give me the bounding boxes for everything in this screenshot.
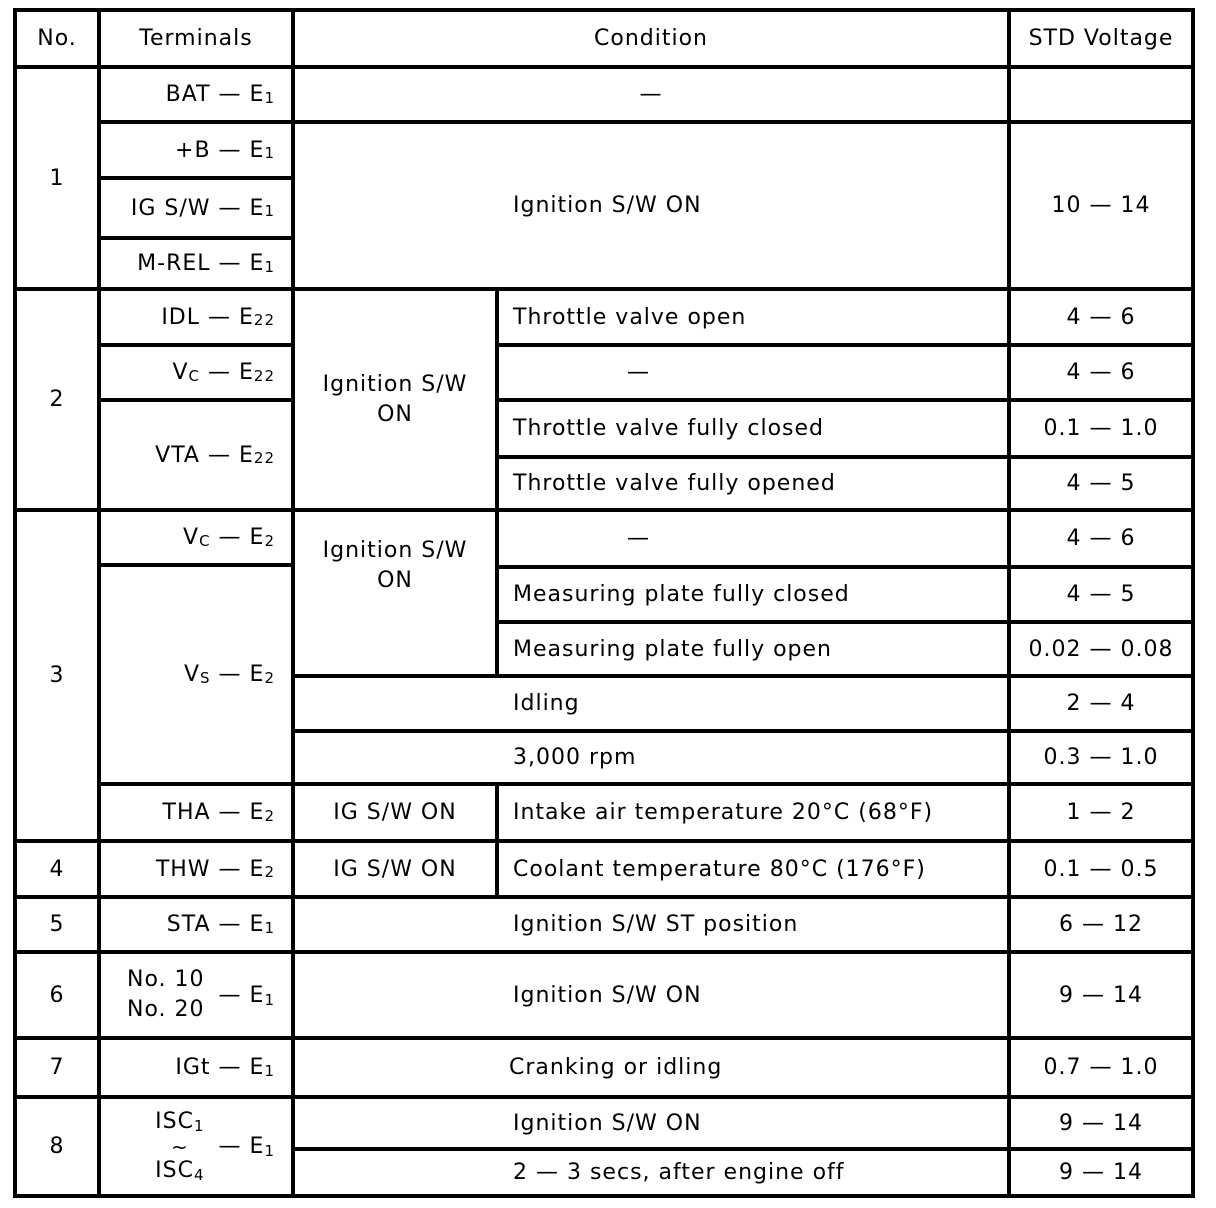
condition-label: Coolant temperature 80°C (176°F): [513, 856, 926, 882]
terminal-ground: E: [249, 251, 265, 276]
voltage-label: 0.02 — 0.08: [1028, 636, 1174, 662]
terminal-name-sub: C: [199, 531, 211, 550]
terminal-ground: E: [249, 982, 265, 1008]
header-terminals: [101, 12, 291, 65]
row-number: [17, 843, 97, 895]
condition-coolant-temp: [513, 843, 1007, 895]
terminal-vc: [101, 347, 291, 398]
terminal-ground: E: [249, 662, 265, 687]
row-number-label: 6: [49, 982, 65, 1008]
terminal-ground: E: [239, 360, 254, 385]
condition-label: Ignition S/W ON: [513, 1110, 702, 1136]
voltage-label: 4 — 6: [1066, 304, 1136, 330]
terminal-name-sub: 1: [194, 1116, 205, 1135]
terminal-ground-sub: 1: [264, 918, 275, 937]
terminal-sep: —: [218, 1055, 242, 1080]
row-number: [17, 1099, 97, 1194]
terminal-ground: E: [249, 856, 265, 882]
condition-label: Throttle valve fully closed: [513, 416, 825, 441]
condition-bat: [295, 69, 1007, 120]
terminal-ground-sub: 1: [264, 990, 275, 1009]
condition-label: Throttle valve fully opened: [513, 471, 836, 496]
condition-label: Throttle valve open: [513, 304, 747, 330]
row-number-label: 7: [49, 1055, 65, 1080]
terminal-sep: —: [218, 800, 242, 825]
header-no-label: No.: [37, 26, 77, 51]
terminal-ground-sub: 2: [264, 668, 275, 687]
condition-label: Ignition S/W: [322, 538, 468, 563]
terminal-name: IGt: [175, 1055, 211, 1080]
voltage-label: 6 — 12: [1059, 912, 1143, 937]
condition-label: Intake air temperature 20°C (68°F): [513, 800, 934, 825]
condition-label: —: [639, 82, 663, 107]
terminal-ground: E: [239, 304, 254, 330]
terminal-sep: —: [218, 137, 242, 163]
terminal-ground-sub: 22: [253, 311, 275, 329]
voltage-label: 9 — 14: [1059, 1110, 1143, 1136]
condition-intake-air-temp: [513, 786, 1007, 839]
terminal-isc: [101, 1099, 291, 1194]
condition-label: Ignition S/W: [322, 371, 468, 397]
condition-label: ON: [377, 401, 413, 427]
condition-throttle-open: [513, 291, 1007, 343]
condition-label: Idling: [513, 691, 580, 716]
terminal-ground: E: [239, 442, 254, 468]
terminal-name: BAT: [165, 82, 211, 107]
terminal-name: V: [172, 360, 189, 385]
condition-vc-dash: [627, 347, 827, 398]
condition-isc-after-off: [513, 1151, 1007, 1194]
terminal-sep: —: [218, 1134, 242, 1159]
condition-g2-main: [295, 291, 495, 508]
terminal-vta: [101, 402, 291, 508]
condition-3000-rpm: [513, 733, 1007, 782]
terminal-sep: —: [218, 856, 242, 882]
row-number-label: 2: [49, 387, 65, 412]
terminal-tha: [101, 786, 291, 839]
terminal-ground-sub: 1: [264, 88, 275, 107]
condition-isc-ignition-on: [513, 1099, 1007, 1147]
condition-idling: [513, 678, 1007, 729]
header-std-voltage: [1011, 12, 1191, 65]
row-number-label: 4: [49, 856, 65, 882]
row-number-label: 5: [49, 912, 65, 937]
condition-label: —: [627, 360, 650, 385]
terminal-sep: —: [218, 82, 242, 107]
condition-throttle-fully-closed: [513, 402, 1007, 455]
terminal-bat: [101, 69, 291, 120]
terminal-vs: [101, 567, 291, 782]
terminal-ground-sub: 1: [264, 257, 275, 276]
terminal-name: V: [183, 662, 201, 687]
terminal-ig-sw: [101, 180, 291, 236]
condition-injectors: [513, 954, 1007, 1036]
voltage-st-position: [1011, 899, 1191, 950]
row-number: [17, 512, 97, 839]
condition-label: 2 — 3 secs, after engine off: [513, 1160, 845, 1185]
header-condition-label: Condition: [594, 26, 708, 51]
terminal-name-main: ISC: [155, 1157, 194, 1183]
terminal-sep: —: [218, 195, 242, 221]
terminal-ground: E: [249, 912, 265, 937]
terminal-sep: —: [218, 982, 242, 1008]
terminal-name-sub: C: [188, 366, 200, 385]
voltage-isc-ignition-on: [1011, 1099, 1191, 1147]
condition-label: Ignition S/W ON: [513, 982, 702, 1008]
terminal-name: IDL: [161, 304, 200, 330]
terminal-sep: —: [208, 360, 231, 385]
condition-label: Measuring plate fully closed: [513, 582, 850, 607]
terminal-ground: E: [249, 195, 265, 221]
voltage-label: 4 — 5: [1066, 471, 1136, 496]
condition-plate-fully-open: [513, 624, 1007, 674]
voltage-coolant-temp: [1011, 843, 1191, 895]
terminal-injectors: [101, 954, 291, 1036]
voltage-label: 0.3 — 1.0: [1043, 745, 1159, 770]
terminal-thw: [101, 843, 291, 895]
row-number: [17, 954, 97, 1036]
range-tilde: ~: [170, 1134, 189, 1159]
condition-label: Ignition S/W ST position: [513, 912, 799, 937]
terminal-name: THW: [155, 856, 211, 882]
row-number: [17, 69, 97, 287]
row-number: [17, 899, 97, 950]
condition-cranking: [509, 1040, 1007, 1095]
terminal-name-sub: 4: [194, 1165, 205, 1184]
condition-label: Cranking or idling: [509, 1055, 723, 1080]
terminal-name: No. 20: [127, 997, 205, 1022]
voltage-throttle-fully-closed: [1011, 402, 1191, 455]
terminal-ground-sub: 22: [253, 366, 275, 385]
terminal-ground: E: [249, 800, 265, 825]
voltage-label: 4 — 6: [1066, 360, 1136, 385]
condition-tha-switch: [295, 786, 495, 839]
row-number-label: 1: [49, 165, 65, 191]
voltage-label: 2 — 4: [1066, 691, 1136, 716]
terminal-sep: —: [218, 912, 242, 937]
voltage-vc-e2: [1011, 512, 1191, 565]
header-std-voltage-label: STD Voltage: [1028, 26, 1174, 51]
terminal-sep: —: [218, 662, 242, 687]
terminal-name: [155, 1107, 204, 1138]
condition-vc-e2-dash: [627, 512, 827, 565]
terminal-sta: [101, 899, 291, 950]
terminal-plus-b: [101, 124, 291, 176]
voltage-label: 10 — 14: [1051, 193, 1151, 218]
terminal-sep: —: [218, 251, 242, 276]
voltage-vc: [1011, 347, 1191, 398]
voltage-intake-air-temp: [1011, 786, 1191, 839]
voltage-plate-fully-open: [1011, 624, 1191, 674]
voltage-throttle-open: [1011, 291, 1191, 343]
row-number: [17, 291, 97, 508]
terminal-ground: E: [249, 525, 265, 550]
voltage-throttle-fully-opened: [1011, 459, 1191, 508]
condition-label: Ignition S/W ON: [513, 193, 702, 218]
condition-g3-main: [295, 512, 495, 620]
voltage-spec-table: [13, 8, 1195, 1198]
terminal-name: IG S/W: [130, 195, 211, 221]
voltage-injectors: [1011, 954, 1191, 1036]
header-no: [17, 12, 97, 65]
voltage-label: 9 — 14: [1059, 1160, 1143, 1185]
terminal-name: +B: [175, 137, 211, 163]
terminal-ground-sub: 22: [253, 449, 275, 467]
terminal-name: VTA: [155, 442, 200, 468]
terminal-ground: E: [249, 1134, 265, 1159]
terminal-ground: E: [249, 137, 265, 163]
condition-thw-switch: [295, 843, 495, 895]
terminal-ground-sub: 1: [264, 202, 275, 220]
terminal-name-sub: S: [200, 668, 211, 687]
terminal-ground-sub: 1: [264, 1142, 275, 1160]
voltage-label: 0.1 — 1.0: [1043, 416, 1159, 441]
voltage-g1: [1011, 124, 1191, 287]
terminal-name: M-REL: [137, 251, 211, 276]
voltage-label: 0.1 — 0.5: [1043, 856, 1159, 882]
voltage-idling: [1011, 678, 1191, 729]
terminal-igt: [101, 1040, 291, 1095]
terminal-idl: [101, 291, 291, 343]
terminal-name: [155, 1156, 204, 1187]
voltage-cranking: [1011, 1040, 1191, 1095]
condition-label: —: [627, 526, 650, 551]
terminal-name: THA: [162, 800, 211, 825]
condition-label: Measuring plate fully open: [513, 636, 833, 662]
terminal-sep: —: [218, 525, 242, 550]
condition-label: ON: [377, 568, 413, 593]
row-number-label: 3: [49, 663, 65, 688]
condition-plate-fully-closed: [513, 569, 1007, 620]
terminal-ground-sub: 2: [264, 863, 275, 881]
terminal-ground-sub: 1: [264, 1061, 275, 1080]
terminal-ground: E: [249, 1055, 265, 1080]
voltage-label: 9 — 14: [1059, 982, 1143, 1008]
voltage-label: 0.7 — 1.0: [1043, 1055, 1159, 1080]
terminal-m-rel: [101, 240, 291, 287]
voltage-label: 4 — 6: [1066, 526, 1136, 551]
voltage-plate-fully-closed: [1011, 569, 1191, 620]
voltage-label: 1 — 2: [1066, 800, 1136, 825]
terminal-name: No. 10: [127, 967, 205, 992]
row-number: [17, 1040, 97, 1095]
row-number-label: 8: [49, 1134, 65, 1159]
terminal-name: STA: [166, 912, 211, 937]
voltage-isc-after-off: [1011, 1151, 1191, 1194]
terminal-sep: —: [208, 442, 231, 468]
condition-st-position: [513, 899, 1007, 950]
condition-g1: [513, 124, 1007, 287]
condition-throttle-fully-opened: [513, 459, 1007, 508]
terminal-ground-sub: 2: [264, 806, 275, 825]
terminal-name: V: [183, 525, 200, 550]
condition-label: 3,000 rpm: [513, 745, 637, 770]
condition-label: IG S/W ON: [333, 800, 457, 825]
terminal-ground-sub: 1: [264, 144, 275, 162]
terminal-name-main: ISC: [155, 1108, 194, 1134]
header-condition: [295, 12, 1007, 65]
voltage-label: 4 — 5: [1066, 582, 1136, 607]
terminal-ground-sub: 2: [264, 531, 275, 550]
terminal-sep: —: [208, 304, 231, 330]
header-terminals-label: Terminals: [139, 26, 253, 51]
voltage-bat: [1011, 69, 1191, 120]
voltage-3000-rpm: [1011, 733, 1191, 782]
terminal-vc-e2: [101, 512, 291, 563]
terminal-ground: E: [249, 82, 265, 107]
condition-label: IG S/W ON: [333, 856, 457, 882]
